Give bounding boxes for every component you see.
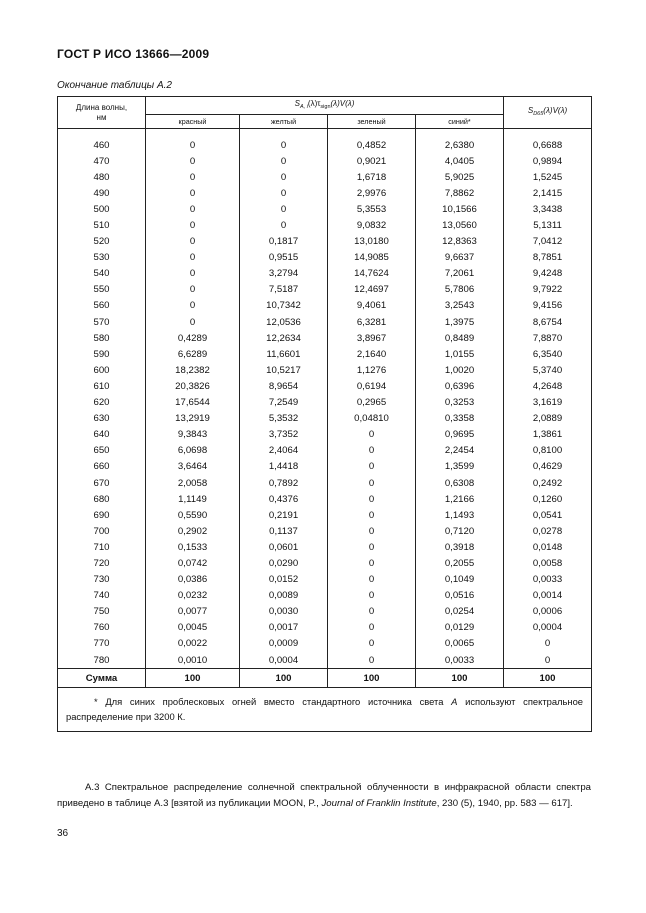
table-cell: 0,0089 <box>240 588 328 604</box>
table-row <box>58 378 592 394</box>
footnote-illuminant: A <box>451 696 458 708</box>
table-cell: 10,1566 <box>416 201 504 217</box>
table-cell: 0 <box>146 153 240 169</box>
table-cell: 6,0698 <box>146 443 240 459</box>
table-cell: 0 <box>146 250 240 266</box>
table-cell: 12,8363 <box>416 234 504 250</box>
table-cell: 0,0129 <box>416 620 504 636</box>
table-cell: 1,1276 <box>328 362 416 378</box>
table-cell: 610 <box>58 378 146 394</box>
table-cell: 9,7922 <box>504 282 592 298</box>
footnote-text-end: используют спектральное распределение при 3200 К. <box>66 696 584 723</box>
table-cell: 3,7352 <box>240 427 328 443</box>
table-cell: 540 <box>58 266 146 282</box>
table-cell: 580 <box>58 330 146 346</box>
table-cell: 0,8489 <box>416 330 504 346</box>
table-cell: 0,0742 <box>146 555 240 571</box>
table-cell: 0,0017 <box>240 620 328 636</box>
table-cell: 0 <box>328 636 416 652</box>
table-row <box>58 185 592 201</box>
table-cell: 0,9894 <box>504 153 592 169</box>
table-cell: 6,3281 <box>328 314 416 330</box>
table-cell: 14,7624 <box>328 266 416 282</box>
table-cell: 0 <box>328 620 416 636</box>
table-cell: 720 <box>58 555 146 571</box>
col-header-yellow: желтый <box>240 115 328 129</box>
table-cell: 5,1311 <box>504 217 592 233</box>
table-cell: 2,1415 <box>504 185 592 201</box>
table-cell: 680 <box>58 491 146 507</box>
table-cell: 640 <box>58 427 146 443</box>
table-row <box>58 588 592 604</box>
table-cell: 0,1049 <box>416 572 504 588</box>
table-cell: 0 <box>240 169 328 185</box>
table-cell: 0 <box>146 137 240 153</box>
group-header-sub1: A, i <box>299 104 308 110</box>
col-header-blue: синий* <box>416 115 504 129</box>
table-cell: 0 <box>240 217 328 233</box>
table-cell: 0,4852 <box>328 137 416 153</box>
table-cell: 0 <box>328 652 416 669</box>
table-cell: 0,9021 <box>328 153 416 169</box>
table-cell: 0,2055 <box>416 555 504 571</box>
table-cell: 0 <box>146 282 240 298</box>
table-cell: 0 <box>328 443 416 459</box>
table-cell: 10,7342 <box>240 298 328 314</box>
table-cell: 0 <box>146 298 240 314</box>
total-cell: 100 <box>328 669 416 688</box>
table-cell: 710 <box>58 539 146 555</box>
table-cell: 750 <box>58 604 146 620</box>
wavelength-header <box>58 97 146 129</box>
col-header-green: зеленый <box>328 115 416 129</box>
table-cell: 1,3861 <box>504 427 592 443</box>
paragraph-text-end: , 230 (5), 1940, pp. 583 — 617]. <box>436 798 573 809</box>
table-cell: 0 <box>146 266 240 282</box>
table-cell: 0,04810 <box>328 411 416 427</box>
d65-header-s: S <box>527 106 534 115</box>
table-cell: 0,6688 <box>504 137 592 153</box>
footnote-text-start: * Для синих проблесковых огней вместо стандартного источника света <box>94 696 452 708</box>
table-row <box>58 137 592 153</box>
table-cell: 620 <box>58 395 146 411</box>
group-header-sub2: sign <box>320 104 331 110</box>
table-cell: 2,1640 <box>328 346 416 362</box>
table-cell: 0,2191 <box>240 507 328 523</box>
table-cell: 0,8100 <box>504 443 592 459</box>
table-cell: 600 <box>58 362 146 378</box>
table-cell: 0,0022 <box>146 636 240 652</box>
table-cell: 550 <box>58 282 146 298</box>
table-cell: 13,0180 <box>328 234 416 250</box>
spectral-table <box>57 96 592 732</box>
table-cell: 0,1817 <box>240 234 328 250</box>
table-cell: 5,9025 <box>416 169 504 185</box>
table-cell: 20,3826 <box>146 378 240 394</box>
table-cell: 1,3975 <box>416 314 504 330</box>
table-cell: 0,4376 <box>240 491 328 507</box>
table-cell: 490 <box>58 185 146 201</box>
table-cell: 0,0065 <box>416 636 504 652</box>
table-cell: 0,0148 <box>504 539 592 555</box>
table-row <box>58 523 592 539</box>
total-cell: 100 <box>146 669 240 688</box>
table-cell: 1,5245 <box>504 169 592 185</box>
table-cell: 1,6718 <box>328 169 416 185</box>
table-cell: 0,0254 <box>416 604 504 620</box>
col-header-red: красный <box>146 115 240 129</box>
table-cell: 3,1619 <box>504 395 592 411</box>
table-cell: 5,3553 <box>328 201 416 217</box>
table-row <box>58 201 592 217</box>
table-cell: 9,3843 <box>146 427 240 443</box>
table-cell: 0 <box>146 234 240 250</box>
d65-header-tail: (λ)V(λ) <box>543 106 568 115</box>
table-cell: 0,2965 <box>328 395 416 411</box>
table-body <box>58 129 592 732</box>
table-cell: 7,2549 <box>240 395 328 411</box>
table-row <box>58 636 592 652</box>
table-cell: 7,5187 <box>240 282 328 298</box>
table-cell: 14,9085 <box>328 250 416 266</box>
table-cell: 510 <box>58 217 146 233</box>
table-cell: 0,2902 <box>146 523 240 539</box>
table-cell: 0,3918 <box>416 539 504 555</box>
table-cell: 2,9976 <box>328 185 416 201</box>
table-cell: 0 <box>504 636 592 652</box>
table-cell: 6,6289 <box>146 346 240 362</box>
table-row <box>58 427 592 443</box>
table-cell: 3,2794 <box>240 266 328 282</box>
table-cell: 1,3599 <box>416 459 504 475</box>
table-row <box>58 652 592 669</box>
total-label: Сумма <box>58 669 146 688</box>
table-cell: 1,1149 <box>146 491 240 507</box>
table-cell: 0 <box>146 201 240 217</box>
table-cell: 2,0058 <box>146 475 240 491</box>
group-header-tail: (λ)V(λ) <box>330 99 355 108</box>
table-cell: 730 <box>58 572 146 588</box>
table-cell: 570 <box>58 314 146 330</box>
table-cell: 0 <box>240 201 328 217</box>
table-cell: 520 <box>58 234 146 250</box>
table-cell: 0,0386 <box>146 572 240 588</box>
table-row <box>58 572 592 588</box>
table-row <box>58 217 592 233</box>
table-cell: 0 <box>328 539 416 555</box>
table-cell: 0 <box>328 555 416 571</box>
table-cell: 0,0077 <box>146 604 240 620</box>
table-cell: 0,4629 <box>504 459 592 475</box>
d65-header-sub: D65 <box>533 111 544 117</box>
table-cell: 480 <box>58 169 146 185</box>
table-cell: 5,7806 <box>416 282 504 298</box>
table-cell: 0 <box>328 427 416 443</box>
table-row <box>58 507 592 523</box>
table-row <box>58 475 592 491</box>
table-cell: 7,2061 <box>416 266 504 282</box>
table-cell: 500 <box>58 201 146 217</box>
table-cell: 700 <box>58 523 146 539</box>
table-cell: 740 <box>58 588 146 604</box>
table-cell: 2,0889 <box>504 411 592 427</box>
table-row <box>58 539 592 555</box>
table-cell: 18,2382 <box>146 362 240 378</box>
table-cell: 0,0541 <box>504 507 592 523</box>
table-cell: 2,6380 <box>416 137 504 153</box>
table-row <box>58 604 592 620</box>
table-cell: 3,2543 <box>416 298 504 314</box>
table-cell: 0,6308 <box>416 475 504 491</box>
table-cell: 0,0290 <box>240 555 328 571</box>
table-row <box>58 362 592 378</box>
table-cell: 530 <box>58 250 146 266</box>
table-row <box>58 169 592 185</box>
wavelength-header-line2: нм <box>96 112 107 122</box>
table-cell: 0 <box>328 523 416 539</box>
table-cell: 7,0412 <box>504 234 592 250</box>
table-cell: 11,6601 <box>240 346 328 362</box>
table-cell: 1,0155 <box>416 346 504 362</box>
table-cell: 0,0030 <box>240 604 328 620</box>
signal-group-header <box>146 97 504 115</box>
table-cell: 0,0601 <box>240 539 328 555</box>
table-cell: 3,8967 <box>328 330 416 346</box>
table-cell: 0,2492 <box>504 475 592 491</box>
table-cell: 670 <box>58 475 146 491</box>
table-row <box>58 555 592 571</box>
wavelength-header-line1: Длина волны, <box>75 102 128 112</box>
table-cell: 8,7851 <box>504 250 592 266</box>
table-cell: 1,2166 <box>416 491 504 507</box>
table-cell: 8,6754 <box>504 314 592 330</box>
table-cell: 7,8870 <box>504 330 592 346</box>
table-cell: 0 <box>328 507 416 523</box>
table-cell: 9,6637 <box>416 250 504 266</box>
table-cell: 0,6194 <box>328 378 416 394</box>
table-cell: 0,0033 <box>416 652 504 669</box>
table-row <box>58 330 592 346</box>
table-row <box>58 443 592 459</box>
table-cell: 0,7892 <box>240 475 328 491</box>
header-gap-row <box>58 129 592 138</box>
page-number: 36 <box>57 828 69 839</box>
table-cell: 9,4061 <box>328 298 416 314</box>
table-cell: 0 <box>328 588 416 604</box>
total-cell: 100 <box>504 669 592 688</box>
group-header-s: S <box>294 99 300 108</box>
total-cell: 100 <box>240 669 328 688</box>
table-cell: 12,2634 <box>240 330 328 346</box>
table-cell: 3,6464 <box>146 459 240 475</box>
table-cell: 12,0536 <box>240 314 328 330</box>
table-cell: 3,3438 <box>504 201 592 217</box>
table-cell: 0 <box>504 652 592 669</box>
table-cell: 0,9695 <box>416 427 504 443</box>
table-cell: 660 <box>58 459 146 475</box>
table-cell: 0 <box>146 217 240 233</box>
table-row <box>58 346 592 362</box>
table-cell: 0,0232 <box>146 588 240 604</box>
journal-name: Journal of Franklin Institute <box>321 798 437 809</box>
footnote <box>58 688 592 732</box>
table-cell: 630 <box>58 411 146 427</box>
table-row <box>58 620 592 636</box>
table-cell: 13,0560 <box>416 217 504 233</box>
table-cell: 0,1533 <box>146 539 240 555</box>
table-cell: 0 <box>328 475 416 491</box>
total-cell: 100 <box>416 669 504 688</box>
table-row <box>58 298 592 314</box>
table-cell: 0 <box>240 137 328 153</box>
table-cell: 9,4248 <box>504 266 592 282</box>
table-row <box>58 459 592 475</box>
table-cell: 10,5217 <box>240 362 328 378</box>
table-cell: 0 <box>240 185 328 201</box>
table-cell: 0 <box>328 572 416 588</box>
table-cell: 590 <box>58 346 146 362</box>
table-cell: 2,4064 <box>240 443 328 459</box>
table-cell: 4,0405 <box>416 153 504 169</box>
table-cell: 1,0020 <box>416 362 504 378</box>
table-cell: 4,2648 <box>504 378 592 394</box>
table-cell: 1,4418 <box>240 459 328 475</box>
table-cell: 8,9654 <box>240 378 328 394</box>
table-cell: 0 <box>146 314 240 330</box>
table-cell: 650 <box>58 443 146 459</box>
table-cell: 0,3358 <box>416 411 504 427</box>
table-cell: 17,6544 <box>146 395 240 411</box>
table-cell: 770 <box>58 636 146 652</box>
table-cell: 0,0033 <box>504 572 592 588</box>
total-row <box>58 669 592 688</box>
group-header-mid: (λ)τ <box>307 99 321 108</box>
document-code-header: ГОСТ Р ИСО 13666—2009 <box>57 47 210 61</box>
section-a3-paragraph <box>57 780 591 812</box>
table-cell: 0 <box>328 604 416 620</box>
table-cell: 0,0278 <box>504 523 592 539</box>
d65-header <box>504 97 592 129</box>
table-cell: 0,7120 <box>416 523 504 539</box>
table-cell: 5,3532 <box>240 411 328 427</box>
table-cell: 0,0152 <box>240 572 328 588</box>
table-row <box>58 491 592 507</box>
table-cell: 0,4289 <box>146 330 240 346</box>
table-row <box>58 411 592 427</box>
table-cell: 1,1493 <box>416 507 504 523</box>
table-cell: 0,0006 <box>504 604 592 620</box>
table-cell: 0,0004 <box>504 620 592 636</box>
table-cell: 0 <box>146 169 240 185</box>
table-cell: 0,0009 <box>240 636 328 652</box>
table-cell: 0,3253 <box>416 395 504 411</box>
table-cell: 0,0045 <box>146 620 240 636</box>
table-row <box>58 153 592 169</box>
table-cell: 460 <box>58 137 146 153</box>
table-row <box>58 282 592 298</box>
table-cell: 780 <box>58 652 146 669</box>
table-cell: 0,0004 <box>240 652 328 669</box>
table-cell: 0,0058 <box>504 555 592 571</box>
table-row <box>58 234 592 250</box>
table-cell: 0,1260 <box>504 491 592 507</box>
table-cell: 0,0014 <box>504 588 592 604</box>
table-cell: 9,4156 <box>504 298 592 314</box>
table-row <box>58 395 592 411</box>
table-cell: 0,0516 <box>416 588 504 604</box>
table-cell: 470 <box>58 153 146 169</box>
table-row <box>58 266 592 282</box>
table-cell: 0 <box>328 459 416 475</box>
table-cell: 6,3540 <box>504 346 592 362</box>
table-cell: 0,1137 <box>240 523 328 539</box>
table-cell: 690 <box>58 507 146 523</box>
table-caption: Окончание таблицы А.2 <box>57 80 172 91</box>
table-cell: 2,2454 <box>416 443 504 459</box>
table-cell: 560 <box>58 298 146 314</box>
footnote-row <box>58 688 592 732</box>
table-cell: 13,2919 <box>146 411 240 427</box>
table-cell: 0,5590 <box>146 507 240 523</box>
table-cell: 0,9515 <box>240 250 328 266</box>
table-cell: 12,4697 <box>328 282 416 298</box>
table-cell: 0 <box>328 491 416 507</box>
table-cell: 7,8862 <box>416 185 504 201</box>
table-cell: 0 <box>240 153 328 169</box>
table-cell: 9,0832 <box>328 217 416 233</box>
table-cell: 0,0010 <box>146 652 240 669</box>
table-cell: 760 <box>58 620 146 636</box>
table-cell: 0 <box>146 185 240 201</box>
table-row <box>58 314 592 330</box>
table-row <box>58 250 592 266</box>
paragraph-text-start: А.3 Спектральное распределение солнечной спектральной облученности в инфракрасной области спектра приведено в таблице А.3 [взятой из публикации MOON, P., <box>57 782 591 809</box>
table-cell: 0,6396 <box>416 378 504 394</box>
table-cell: 5,3740 <box>504 362 592 378</box>
